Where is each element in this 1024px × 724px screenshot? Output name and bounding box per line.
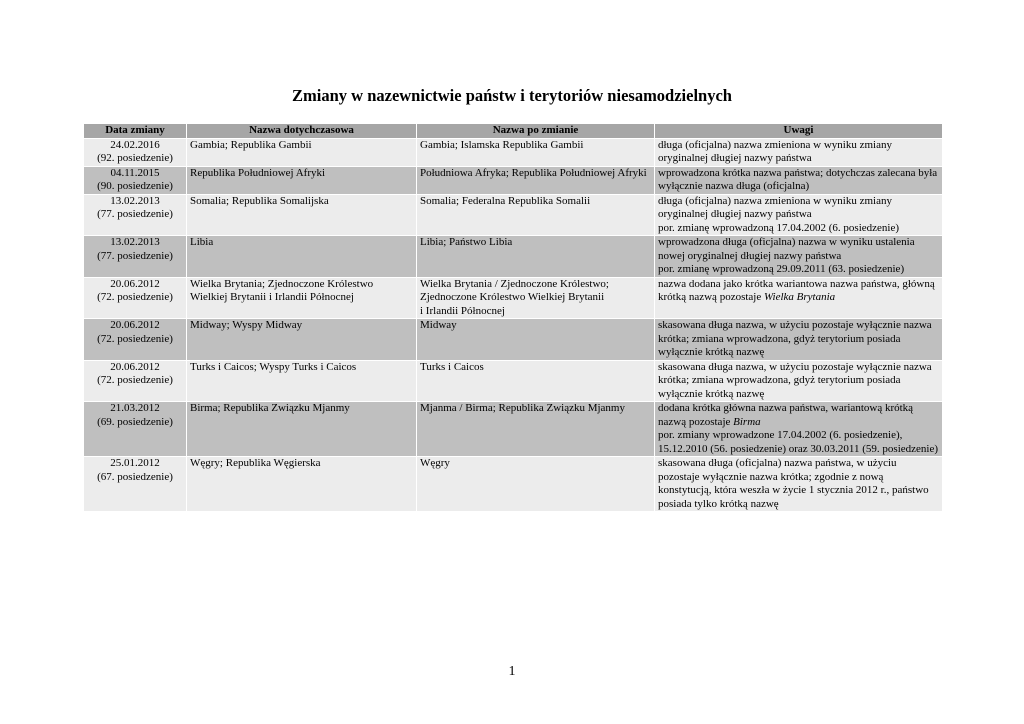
session-number: (69. posiedzenie) (97, 415, 173, 428)
column-header-notes: Uwagi (655, 124, 943, 139)
session-number: (92. posiedzenie) (97, 152, 173, 164)
table-row (84, 319, 943, 361)
table-row (84, 277, 943, 319)
date-cell (84, 457, 187, 512)
session-number: (72. posiedzenie) (97, 291, 173, 303)
new-name-cell: Turks i Caicos (417, 360, 655, 402)
session-number: (77. posiedzenie) (97, 249, 173, 262)
old-name-cell: Birma; Republika Związku Mjanmy (187, 402, 417, 457)
note-emphasis: Wielka Brytania (763, 291, 836, 303)
date-cell (84, 360, 187, 402)
notes-cell (655, 236, 943, 278)
table-row (84, 402, 943, 457)
note-reference: por. zmiany wprowadzone 17.04.2002 (6. posiedzenie), 15.12.2010 (56. posiedzenie) oraz 30.03.2011 (59. posiedzenie) (658, 429, 939, 455)
note-text: nazwa dodana jako krótka wariantowa nazwa państwa, główną krótką nazwą pozostaje (658, 277, 935, 303)
notes-cell (655, 402, 943, 457)
change-date: 25.01.2012 (110, 457, 160, 469)
old-name-cell: Republika Południowej Afryki (187, 166, 417, 194)
change-date: 21.03.2012 (110, 402, 160, 414)
old-name-cell: Turks i Caicos; Wyspy Turks i Caicos (187, 360, 417, 402)
new-name-cell: Południowa Afryka; Republika Południowej Afryki (417, 166, 655, 194)
page-number: 1 (508, 664, 516, 679)
document-title: Zmiany w nazewnictwie państw i terytoriów niesamodzielnych (292, 86, 732, 105)
session-number: (72. posiedzenie) (97, 374, 173, 386)
note-text: wprowadzona długa (oficjalna) nazwa w wyniku ustalenia nowej oryginalnej długiej nazwy państwa (658, 236, 915, 262)
notes-cell: skasowana długa (oficjalna) nazwa państwa, w użyciu pozostaje wyłącznie nazwa krótka; zgodnie z nową konstytucją, która weszła w życie 1 stycznia 2012 r., państwo posiada tylko krótką nazwę (655, 457, 943, 512)
date-cell (84, 277, 187, 319)
new-name-cell: Midway (417, 319, 655, 361)
date-cell (84, 402, 187, 457)
old-name-cell: Wielka Brytania; Zjednoczone Królestwo Wielkiej Brytanii i Irlandii Północnej (187, 277, 417, 319)
table-row (84, 457, 943, 512)
note-reference: por. zmianę wprowadzoną 29.09.2011 (63. posiedzenie) (658, 263, 905, 275)
note-emphasis: Birma (733, 415, 761, 428)
notes-cell: długa (oficjalna) nazwa zmieniona w wyniku zmiany oryginalnej długiej nazwy państwa (655, 138, 943, 166)
new-name-cell: Libia; Państwo Libia (417, 236, 655, 278)
old-name-cell: Somalia; Republika Somalijska (187, 194, 417, 236)
new-name-cell: Węgry (417, 457, 655, 512)
table-row (84, 138, 943, 166)
name-changes-table (83, 123, 943, 512)
note-text: dodana krótka główna nazwa państwa, wariantową krótką nazwą pozostaje (658, 402, 914, 428)
session-number: (72. posiedzenie) (97, 332, 173, 345)
new-name-cell: Somalia; Federalna Republika Somalii (417, 194, 655, 236)
table-header-row (84, 124, 943, 139)
change-date: 24.02.2016 (110, 138, 160, 151)
new-name-cell: Gambia; Islamska Republika Gambii (417, 138, 655, 166)
change-date: 20.06.2012 (110, 277, 160, 290)
old-name-cell: Midway; Wyspy Midway (187, 319, 417, 361)
date-cell (84, 166, 187, 194)
change-date: 04.11.2015 (110, 166, 160, 179)
change-date: 13.02.2013 (110, 236, 160, 248)
table-row (84, 194, 943, 236)
notes-cell: skasowana długa nazwa, w użyciu pozostaje wyłącznie nazwa krótka; zmiana wprowadzona, gdyż terytorium posiada wyłącznie krótką nazwę (655, 360, 943, 402)
change-date: 13.02.2013 (110, 194, 160, 207)
note-text: długa (oficjalna) nazwa zmieniona w wyniku zmiany oryginalnej długiej nazwy państwa (658, 194, 892, 220)
date-cell (84, 138, 187, 166)
notes-cell (655, 194, 943, 236)
new-name-line: Zjednoczone Królestwo Wielkiej Brytanii (420, 291, 605, 303)
session-number: (77. posiedzenie) (97, 208, 173, 220)
change-date: 20.06.2012 (110, 360, 160, 373)
old-name-cell: Węgry; Republika Węgierska (187, 457, 417, 512)
new-name-cell (417, 277, 655, 319)
change-date: 20.06.2012 (110, 319, 160, 331)
column-header-date: Data zmiany (84, 124, 187, 139)
column-header-new-name: Nazwa po zmianie (417, 124, 655, 139)
new-name-cell: Mjanma / Birma; Republika Związku Mjanmy (417, 402, 655, 457)
new-name-line: i Irlandii Północnej (420, 304, 505, 317)
date-cell (84, 319, 187, 361)
date-cell (84, 236, 187, 278)
notes-cell: wprowadzona krótka nazwa państwa; dotychczas zalecana była wyłącznie nazwa długa (oficjalna) (655, 166, 943, 194)
table-row (84, 166, 943, 194)
old-name-cell: Libia (187, 236, 417, 278)
date-cell (84, 194, 187, 236)
notes-cell: skasowana długa nazwa, w użyciu pozostaje wyłącznie nazwa krótka; zmiana wprowadzona, gdyż terytorium posiada wyłącznie krótką nazwę (655, 319, 943, 361)
session-number: (90. posiedzenie) (97, 180, 173, 192)
session-number: (67. posiedzenie) (97, 470, 173, 483)
table-row (84, 360, 943, 402)
table-row (84, 236, 943, 278)
new-name-line: Wielka Brytania / Zjednoczone Królestwo; (420, 277, 609, 290)
note-reference: por. zmianę wprowadzoną 17.04.2002 (6. posiedzenie) (658, 221, 900, 234)
notes-cell (655, 277, 943, 319)
old-name-cell: Gambia; Republika Gambii (187, 138, 417, 166)
column-header-old-name: Nazwa dotychczasowa (187, 124, 417, 139)
